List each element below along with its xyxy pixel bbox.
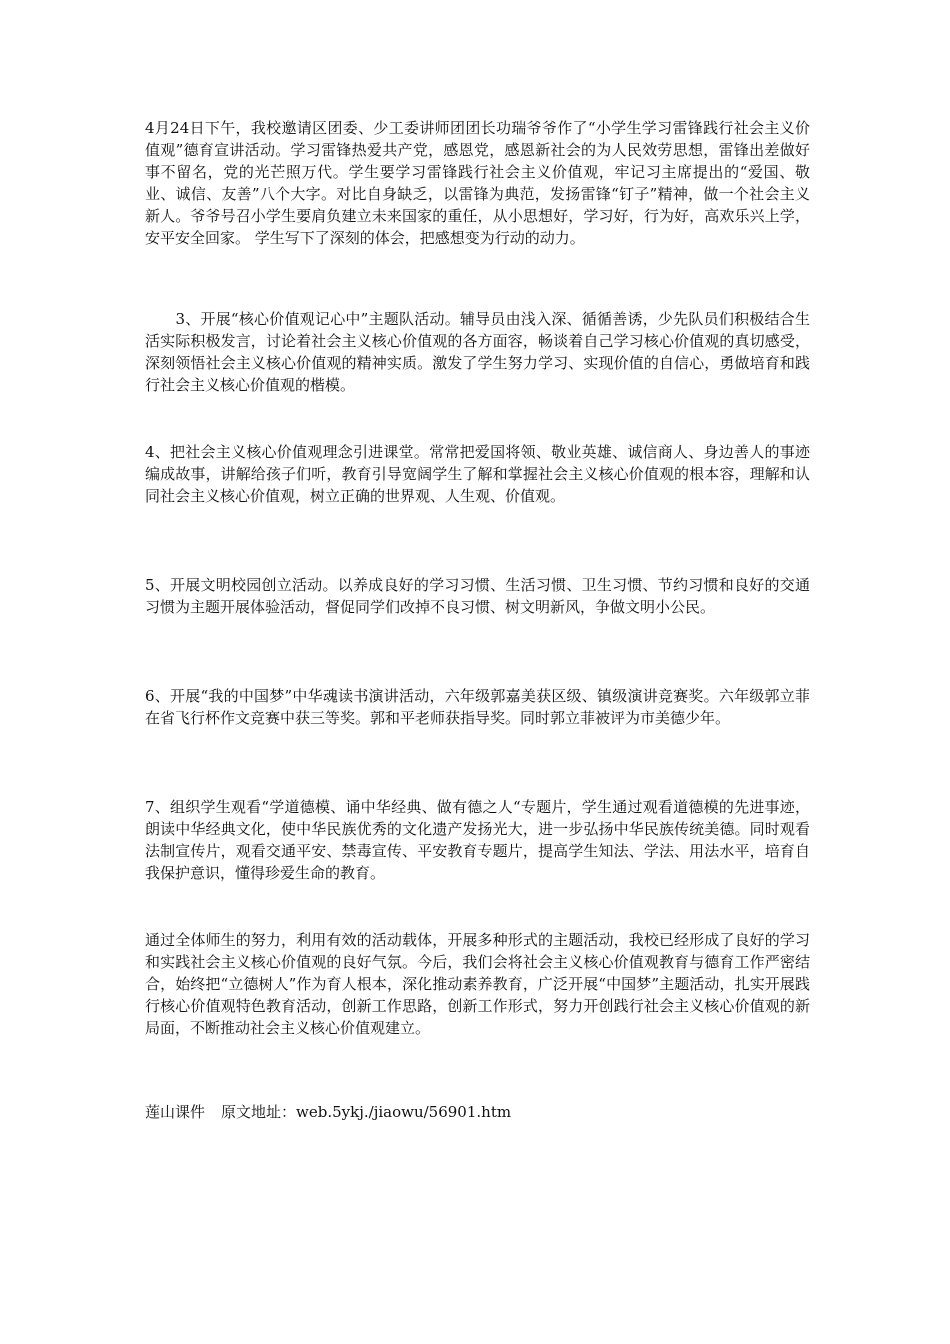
source-name: 莲山课件 (145, 1103, 206, 1121)
paragraph-moral-film: 7、组织学生观看“学道德模、诵中华经典、做有德之人“专题片，学生通过观看道德模的先进事迹，朗读中华经典文化，使中华民族优秀的文化遗产发扬光大，进一步弘扬中华民族传统美德。同时观看法制宣传片，观看交通平安、禁毒宣传、平安教育专题片，提高学生知法、学法、用法水平，培育自我保护意识，懂得珍爱生命的教育。 (145, 798, 810, 882)
paragraph-classroom-values: 4、把社会主义核心价值观理念引进课堂。常常把爱国将领、敬业英雄、诚信商人、身边善人的事迹编成故事，讲解给孩子们听，教育引导宽阔学生了解和掌握社会主义核心价值观的根本容，理解和认同社会主义核心价值观，树立正确的世界观、人生观、价值观。 (145, 443, 810, 505)
paragraph-civilized-campus: 5、开展文明校园创立活动。以养成良好的学习习惯、生活习惯、卫生习惯、节约习惯和良好的交通习惯为主题开展体验活动，督促同学们改掉不良习惯、树文明新风，争做文明小公民。 (145, 576, 810, 616)
paragraph-conclusion: 通过全体师生的努力，利用有效的活动载体，开展多种形式的主题活动，我校已经形成了良好的学习和实践社会主义核心价值观的良好气氛。今后，我们会将社会主义核心价值观教育与德育工作严密结合，始终把“立德树人”作为育人根本，深化推动素养教育，广泛开展“中国梦”主题活动，扎实开展践行核心价值观特色教育活动，创新工作思路，创新工作形式，努力开创践行社会主义核心价值观的新局面，不断推动社会主义核心价值观建立。 (145, 931, 810, 1037)
source-address-link[interactable]: web.5ykj./jiaowu/56901.htm (296, 1103, 512, 1121)
paragraph-china-dream-reading: 6、开展“我的中国梦”中华魂读书演讲活动，六年级郭嘉美获区级、镇级演讲竞赛奖。六年级郭立菲在省飞行杯作文竞赛中获三等奖。郭和平老师获指导奖。同时郭立菲被评为市美德少年。 (145, 687, 810, 727)
paragraph-core-values-activity: 3、开展“核心价值观记心中”主题队活动。辅导员由浅入深、循循善诱，少先队员们积极结合生活实际积极发言，讨论着社会主义核心价值观的各方面容，畅谈着自己学习核心价值观的真切感受，深刻领悟社会主义核心价值观的精神实质。激发了学生努力学习、实现价值的自信心，勇做培育和践行社会主义核心价值观的楷模。 (145, 310, 810, 394)
paragraph-lei-feng-lecture: 4月24日下午，我校邀请区团委、少工委讲师团团长功瑞爷爷作了“小学生学习雷锋践行社会主义价值观”德育宣讲活动。学习雷锋热爱共产党，感恩党，感恩新社会的为人民效劳思想，雷锋出差做好事不留名，党的光芒照万代。学生要学习雷锋践行社会主义价值观，牢记习主席提出的“爱国、敬业、诚信、友善”八个大字。对比自身缺乏，以雷锋为典范，发扬雷锋“钉子”精神，做一个社会主义新人。爷爷号召小学生要肩负建立未来国家的重任，从小思想好，学习好，行为好，高欢乐兴上学，安平安全回家。 学生写下了深刻的体会，把感想变为行动的动力。 (145, 119, 810, 247)
address-label: 原文地址： (221, 1103, 297, 1121)
source-footer (145, 1101, 511, 1123)
